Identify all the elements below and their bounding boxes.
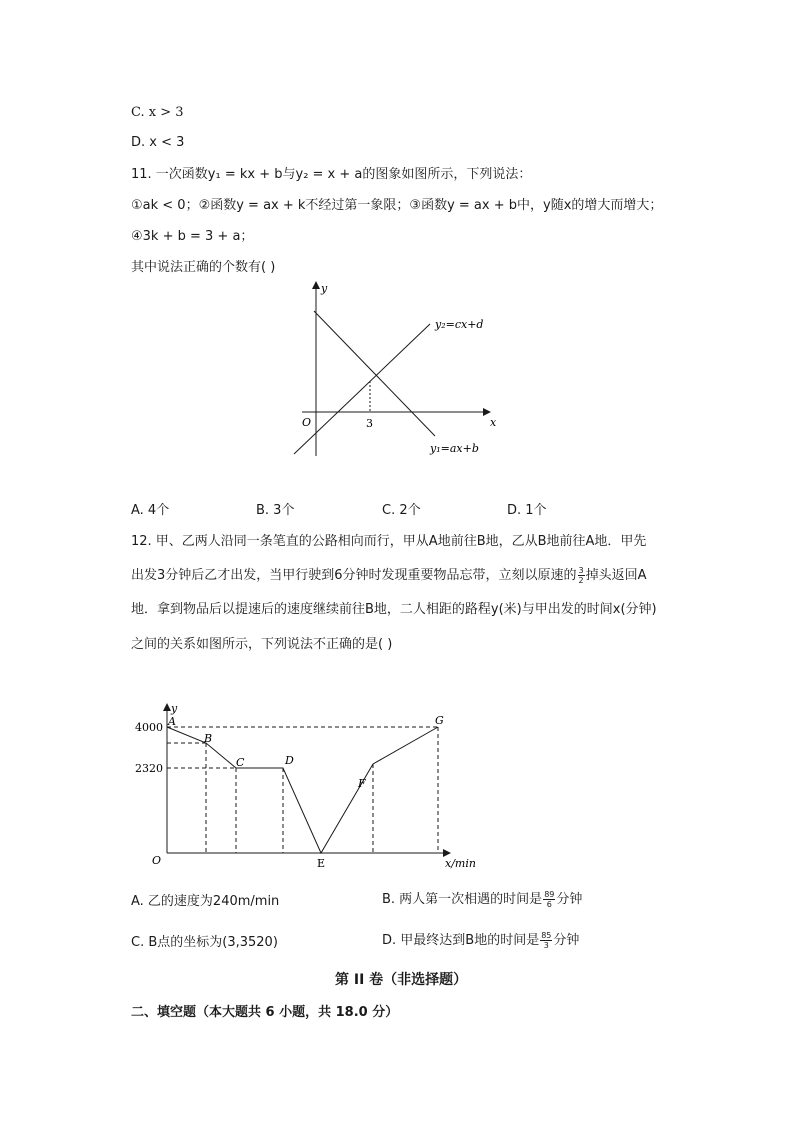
q12-option-a: A. 乙的速度为240m/min xyxy=(131,894,280,909)
fraction-85-3: $\frac{85}{3}$ xyxy=(541,931,552,950)
tick-label-4000: 4000 xyxy=(135,721,163,734)
q12-stem-line-1: 12. 甲、乙两人沿同一条笔直的公路相向而行，甲从A地前往B地，乙从B地前往A地．甲先 xyxy=(131,534,647,549)
q11-option-a: A. 4个 xyxy=(131,503,170,518)
q12-stem-line-2-a: 出发3分钟后乙才出发，当甲行驶到6分钟时发现重要物品忘带，立刻以原速的 xyxy=(131,568,577,583)
point-label-d: D xyxy=(285,754,294,767)
q12-option-b: B. 两人第一次相遇的时间是 $\frac{89}{6}$ 分钟 xyxy=(382,890,583,909)
tick-label-3: 3 xyxy=(366,417,373,430)
q11-option-d: D. 1个 xyxy=(507,503,547,518)
origin-label: O xyxy=(152,854,162,867)
origin-label: O xyxy=(302,416,312,429)
q12-stem-line-3: 地．拿到物品后以提速后的速度继续前往B地，二人相距的路程y(米)与甲出发的时间x(分钟) xyxy=(131,602,657,617)
point-label-g: G xyxy=(435,714,444,727)
fraction-89-6: $\frac{89}{6}$ xyxy=(544,890,555,909)
q11-option-b: B. 3个 xyxy=(256,503,295,518)
point-label-f: F xyxy=(358,777,366,790)
q12-stem-line-2 xyxy=(131,566,647,585)
tick-label-2320: 2320 xyxy=(135,762,163,775)
y-axis-label: y xyxy=(321,282,328,295)
q11-stem: 11. 一次函数y₁ = kx + b与y₂ = x + a的图象如图所示，下列说法： xyxy=(131,167,532,182)
q11-question: 其中说法正确的个数有( ) xyxy=(131,260,276,275)
point-label-b: B xyxy=(204,732,213,745)
y-axis-label: y xyxy=(171,702,178,715)
point-label-c: C xyxy=(236,756,245,769)
fraction-3-2: $\frac{3}{2}$ xyxy=(578,566,584,585)
point-label-a: A xyxy=(168,715,176,728)
q12-option-d: D. 甲最终达到B地的时间是 $\frac{85}{3}$ 分钟 xyxy=(382,931,580,950)
section-subtitle: 二、填空题（本大题共 6 小题，共 18.0 分） xyxy=(131,1005,399,1020)
x-axis-label: x xyxy=(490,416,497,429)
q11-statement-4: ④3k + b = 3 + a； xyxy=(131,229,254,244)
q10-option-d: D. x < 3 xyxy=(131,135,185,150)
section-title: 第 II 卷（非选择题） xyxy=(335,972,468,988)
point-label-e: E xyxy=(317,857,326,870)
q11-graph xyxy=(280,278,510,468)
q10-option-c: C. x > 3 xyxy=(131,105,184,120)
line-y1-label: y₁=ax+b xyxy=(430,442,479,455)
x-axis-label: x/min xyxy=(445,857,476,870)
distance-polyline xyxy=(167,727,438,853)
q12-stem-line-4: 之间的关系如图所示，下列说法不正确的是( ) xyxy=(131,637,393,652)
q12-chart xyxy=(135,700,500,880)
q12-stem-line-2-b: 掉头返回A xyxy=(585,568,647,583)
line-y2 xyxy=(294,324,430,454)
q11-statement-1-3: ①ak < 0；②函数y = ax + k不经过第一象限；③函数y = ax + b中，y随x的增大而增大； xyxy=(131,198,663,213)
line-y2-label: y₂=cx+d xyxy=(435,318,484,331)
q12-option-c: C. B点的坐标为(3,3520) xyxy=(131,935,278,950)
q11-option-c: C. 2个 xyxy=(382,503,421,518)
